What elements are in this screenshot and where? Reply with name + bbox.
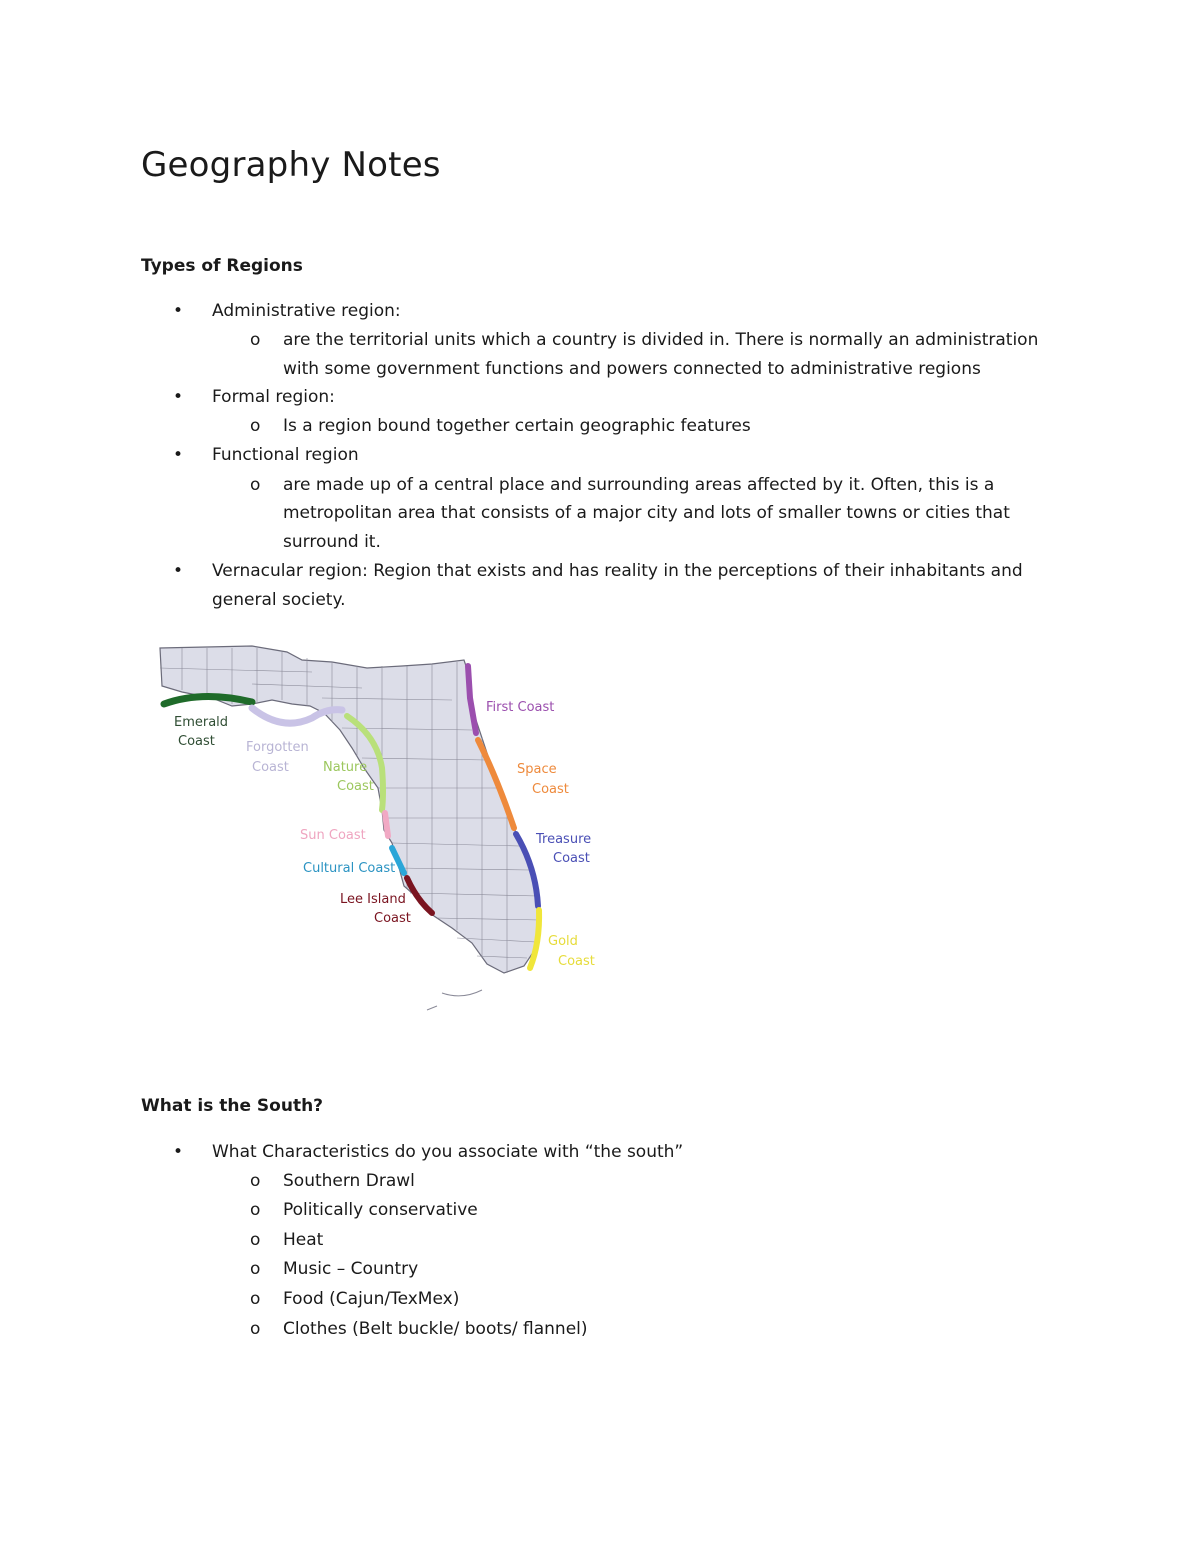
bullet-marker: • <box>173 445 184 465</box>
bullet-marker: • <box>173 1142 184 1162</box>
bullet-marker: • <box>173 387 184 407</box>
list-item-functional-region: Functional region <box>212 445 359 465</box>
sub-bullet-marker: o <box>250 330 261 350</box>
functional-definition-line-1: are made up of a central place and surrounding areas affected by it. Often, this is a <box>283 475 995 495</box>
answer-item: Heat <box>283 1230 324 1250</box>
label-gold-coast-2: Coast <box>558 954 595 969</box>
label-space-coast: Space <box>517 762 557 777</box>
list-item-vernacular-region-line-2: general society. <box>212 590 346 610</box>
sub-bullet-marker: o <box>250 1171 261 1191</box>
page-title: Geography Notes <box>141 145 441 185</box>
label-cultural-coast: Cultural Coast <box>303 861 396 876</box>
sub-bullet-marker: o <box>250 1289 261 1309</box>
label-treasure-coast-2: Coast <box>553 851 590 866</box>
functional-definition-line-3: surround it. <box>283 532 381 552</box>
answer-item: Politically conservative <box>283 1200 478 1220</box>
list-item-administrative-region: Administrative region: <box>212 301 401 321</box>
bullet-marker: • <box>173 301 184 321</box>
administrative-definition-line-1: are the territorial units which a country is divided in. There is normally an administration <box>283 330 1039 350</box>
label-lee-island-coast-2: Coast <box>374 911 411 926</box>
label-emerald-coast-2: Coast <box>178 734 215 749</box>
section-heading-what-is-the-south: What is the South? <box>141 1096 324 1116</box>
sub-bullet-marker: o <box>250 475 261 495</box>
sub-bullet-marker: o <box>250 416 261 436</box>
florida-map-svg <box>152 638 607 1018</box>
sub-bullet-marker: o <box>250 1259 261 1279</box>
label-nature-coast: Nature <box>323 760 368 775</box>
label-forgotten-coast-2: Coast <box>252 760 289 775</box>
section-heading-types-of-regions: Types of Regions <box>141 256 303 276</box>
sub-bullet-marker: o <box>250 1230 261 1250</box>
list-item-south-question: What Characteristics do you associate with “the south” <box>212 1142 684 1162</box>
sub-bullet-marker: o <box>250 1319 261 1339</box>
sun-coast-stroke <box>385 813 388 836</box>
label-gold-coast: Gold <box>548 934 578 949</box>
label-lee-island-coast: Lee Island <box>340 892 406 907</box>
label-nature-coast-2: Coast <box>337 779 374 794</box>
florida-keys-tail <box>427 1006 437 1010</box>
functional-definition-line-2: metropolitan area that consists of a major city and lots of smaller towns or cities that <box>283 503 1010 523</box>
answer-item: Southern Drawl <box>283 1171 415 1191</box>
answer-item: Clothes (Belt buckle/ boots/ flannel) <box>283 1319 588 1339</box>
label-space-coast-2: Coast <box>532 782 569 797</box>
answer-item: Music – Country <box>283 1259 419 1279</box>
label-forgotten-coast: Forgotten <box>246 740 309 755</box>
answer-item: Food (Cajun/TexMex) <box>283 1289 460 1309</box>
list-item-formal-region: Formal region: <box>212 387 335 407</box>
label-treasure-coast: Treasure <box>536 832 592 847</box>
administrative-definition-line-2: with some government functions and powers connected to administrative regions <box>283 359 981 379</box>
formal-definition-line: Is a region bound together certain geographic features <box>283 416 751 436</box>
label-emerald-coast: Emerald <box>174 715 229 730</box>
label-first-coast: First Coast <box>486 700 555 715</box>
list-item-vernacular-region-line-1: Vernacular region: Region that exists and has reality in the perceptions of their inhabitants and <box>212 561 1023 581</box>
sub-bullet-marker: o <box>250 1200 261 1220</box>
florida-coasts-map <box>152 638 607 1018</box>
florida-keys <box>442 990 482 996</box>
label-sun-coast: Sun Coast <box>300 828 366 843</box>
bullet-marker: • <box>173 561 184 581</box>
